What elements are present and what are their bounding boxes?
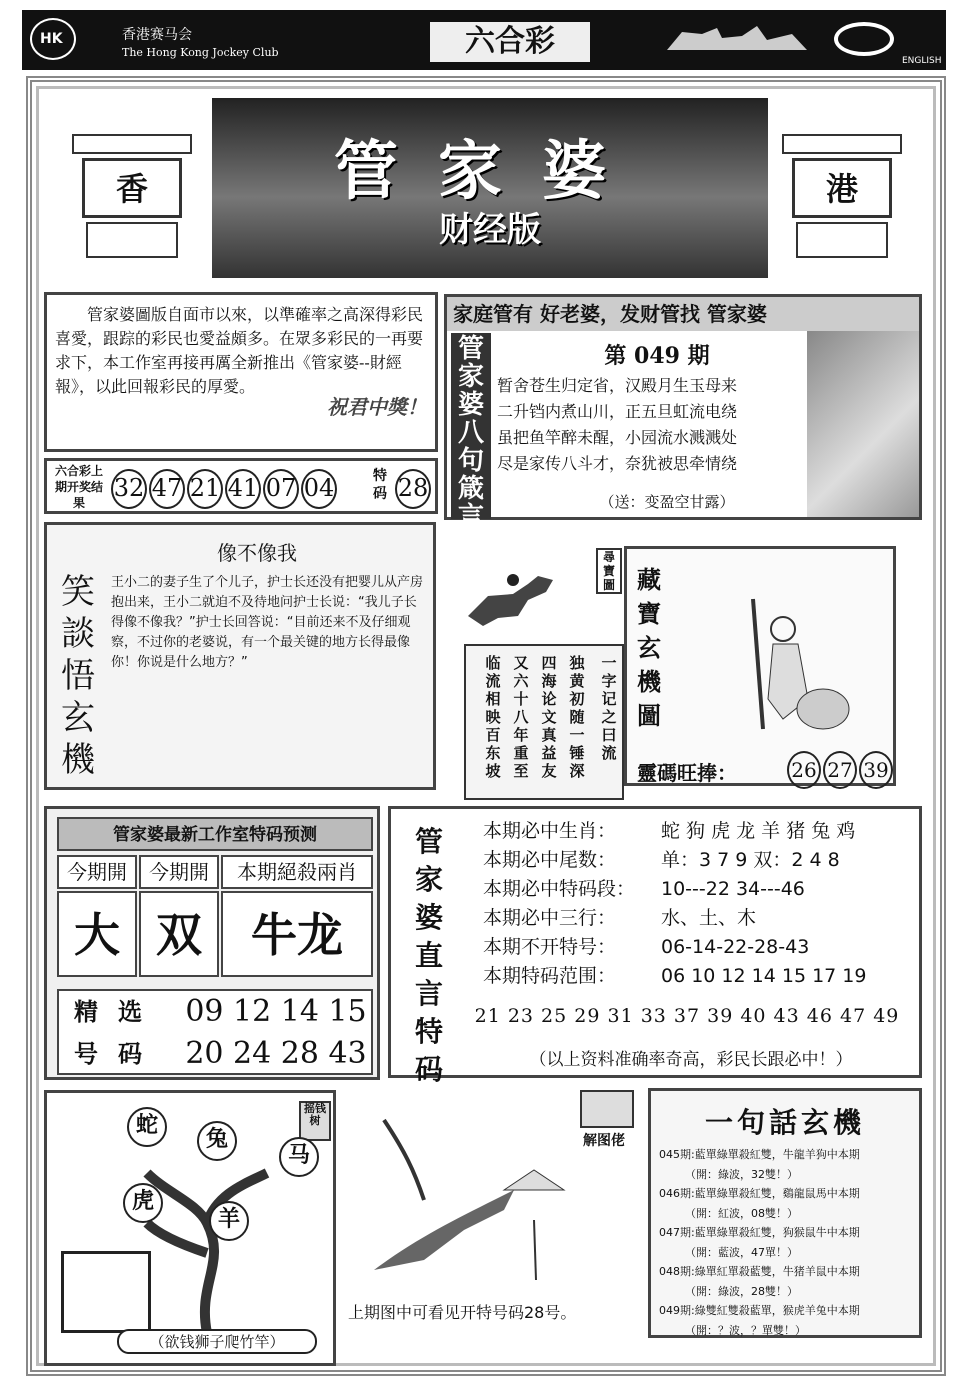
last-draw-label: 六合彩上期开奖结果 <box>54 464 103 510</box>
oneline-answer: （開：綠波，28雙！） <box>685 1284 798 1298</box>
jockey-horse-icon <box>458 566 568 636</box>
tip-key: 本期必中生肖： <box>483 820 617 842</box>
draw-ball: 47 <box>149 469 185 509</box>
tips-vertical-title: 管家婆直言特码 <box>414 825 443 1086</box>
zodiac-ball: 马 <box>279 1137 319 1177</box>
poem-vertical-title: 管家婆八句箴言 <box>451 333 491 519</box>
riddle-column: 四海论文真益友 <box>541 654 557 780</box>
banner-title: 管家婆 <box>334 134 646 209</box>
scholar-illustration <box>723 589 853 739</box>
poem-line: 暂舍苍生归定省，汉殿月生玉母来 <box>497 376 738 395</box>
page-title: 六合彩 <box>430 22 590 62</box>
oneline-answer: （開：藍波，47單！） <box>685 1245 798 1259</box>
draw-ball: 32 <box>111 469 147 509</box>
tree-caption: （欲钱狮子爬竹竿） <box>117 1329 317 1354</box>
tip-value: 蛇 狗 虎 龙 羊 猪 兔 鸡 <box>661 820 856 842</box>
money-tree-box <box>44 1090 336 1366</box>
puzzle-section <box>344 1090 640 1326</box>
selected-row: 20 24 28 43 <box>185 1036 367 1071</box>
tip-key: 本期必中尾数： <box>483 849 617 871</box>
lucky-numbers <box>637 757 889 786</box>
issue-number: 第 049 期 <box>604 343 710 369</box>
tip-row <box>483 904 913 933</box>
odd-even-value: 双 <box>139 891 219 977</box>
joke-body: 王小二的妻子生了个儿子，护士长还没有把婴儿从产房抱出来，王小二就迫不及待地问护士长说：“我儿子长得像不像我？”护士长回答说：“目前还来不及仔细观察，不过你的老婆说，有一个最关键的地方长得最像你！你说是什么地方？” <box>111 575 424 670</box>
tip-value: 水、土、木 <box>661 907 757 929</box>
title-banner <box>212 98 768 278</box>
riddle-column: 一字记之曰流 <box>601 654 617 762</box>
zodiac-ball: 兔 <box>197 1121 237 1161</box>
zodiac-ball: 虎 <box>123 1183 163 1223</box>
selected-label: 号码 <box>74 1039 162 1068</box>
tip-key: 本期特码范围： <box>483 965 617 987</box>
oneline-entry: 048期:綠單紅單殺藍雙，牛猪羊鼠中本期 <box>659 1265 860 1278</box>
tip-row <box>483 875 913 904</box>
tip-key: 本期必中三行： <box>483 907 617 929</box>
tip-row <box>483 933 913 962</box>
tip-value: 单：3 7 9 双：2 4 8 <box>661 849 840 871</box>
english-link[interactable]: ENGLISH <box>902 56 942 66</box>
poem-line: 虽把鱼竿醉未醒，小园流水溅溅处 <box>497 428 738 447</box>
lantern-roof <box>782 134 902 154</box>
lottery-logo <box>834 22 894 56</box>
jockey-club-logo: HK <box>30 18 76 60</box>
right-sign: 港 <box>792 158 892 218</box>
oneline-answer: （開：綠波，32雙！） <box>685 1167 798 1181</box>
selected-numbers <box>57 989 373 1075</box>
draw-ball: 07 <box>263 469 299 509</box>
joke-label: 笑談悟玄機 <box>61 572 95 780</box>
joke-box <box>44 522 436 790</box>
right-lantern <box>772 104 912 274</box>
poem-box <box>444 294 922 532</box>
poem-lines <box>497 373 837 477</box>
lantern-base <box>86 222 178 258</box>
col-header: 今期開 <box>57 855 137 889</box>
blank-square <box>61 1251 151 1333</box>
puzzle-caption: 上期图中可看见开特号码28号。 <box>348 1303 577 1322</box>
club-name-en: The Hong Kong Jockey Club <box>122 46 279 59</box>
zodiac-ball: 羊 <box>209 1201 249 1241</box>
oneline-entry: 046期:藍單綠單殺紅雙，鷄龍鼠馬中本期 <box>659 1187 860 1200</box>
horses-icon <box>662 20 812 60</box>
lucky-ball: 27 <box>823 751 857 789</box>
tips-rows <box>483 817 913 991</box>
treasure-section <box>448 540 896 798</box>
left-sign: 香 <box>82 158 182 218</box>
intro-text: 管家婆圖版自面市以來，以準確率之高深得彩民喜愛，跟踪的彩民也愛益頗多。在眾多彩民的一再要求下，本工作室再接再厲全新推出《管家婆--財經報》，以此回報彩民的厚愛。 <box>55 305 424 396</box>
oneline-box <box>648 1088 922 1338</box>
oneline-entry: 047期:藍單綠單殺紅雙，狗猴鼠牛中本期 <box>659 1226 860 1239</box>
oneline-title: 一句話玄機 <box>704 1106 865 1139</box>
crocodile-illustration <box>364 1110 584 1290</box>
banner-subtitle: 财经版 <box>439 210 541 250</box>
special-label: 特码 <box>373 468 387 502</box>
joke-title: 像不像我 <box>217 541 297 565</box>
prediction-box <box>44 806 380 1080</box>
tip-row <box>483 846 913 875</box>
intro-wish: 祝君中獎！ <box>327 395 427 419</box>
riddle-column: 独黄初随一锤深 <box>569 654 585 780</box>
draw-ball: 21 <box>187 469 223 509</box>
kill-zodiac-value: 牛龙 <box>221 891 373 977</box>
draw-ball: 04 <box>301 469 337 509</box>
oneline-entry: 045期:藍單綠單殺紅雙，牛龍羊狗中本期 <box>659 1148 860 1161</box>
lucky-label: 靈碼旺捧： <box>637 761 737 785</box>
tip-key: 本期不开特号： <box>483 936 617 958</box>
puzzle-tag: 解图佬 <box>583 1133 625 1149</box>
prediction-header: 管家婆最新工作室特码预测 <box>57 817 373 851</box>
poem-header: 家庭管有 好老婆，发财管找 管家婆 <box>447 297 919 331</box>
selected-label: 精选 <box>74 997 162 1026</box>
oneline-entry: 049期:綠雙紅雙殺藍單，猴虎羊兔中本期 <box>659 1304 860 1317</box>
treasure-title: 藏寶玄機圖 <box>637 565 661 730</box>
zodiac-ball: 蛇 <box>127 1107 167 1147</box>
intro-box <box>44 292 438 452</box>
money-tree-tag: 摇钱树 <box>299 1101 331 1141</box>
treasure-tag: 尋寶圖 <box>596 548 622 594</box>
header-bar <box>22 10 946 70</box>
oneline-list <box>659 1145 919 1340</box>
tip-row <box>483 962 913 991</box>
oneline-answer: （開：？波，？單雙！） <box>685 1323 806 1337</box>
oneline-answer: （開：紅波，08雙！） <box>685 1206 798 1220</box>
selected-row: 09 12 14 15 <box>185 994 367 1029</box>
special-numbers: 21 23 25 29 31 33 37 39 40 43 46 47 49 <box>474 1005 900 1027</box>
last-draw-box <box>44 458 438 514</box>
tip-key: 本期必中特码段： <box>483 878 636 900</box>
col-header: 今期開 <box>139 855 219 889</box>
lantern-base <box>796 222 888 258</box>
big-small-value: 大 <box>57 891 137 977</box>
treasure-pane <box>624 546 896 786</box>
riddle-column: 临流相映百东坡 <box>485 654 501 780</box>
lucky-ball: 26 <box>787 751 821 789</box>
tip-row <box>483 817 913 846</box>
poem-note: （送：变盈空甘露） <box>599 493 735 511</box>
poem-line: 二升铛内煮山川，正五旦虹流电绕 <box>497 402 738 421</box>
riddle-column: 又六十八年重至 <box>513 654 529 780</box>
club-name-cn: 香港赛马会 <box>122 27 192 43</box>
left-lantern <box>62 104 202 274</box>
tip-value: 06 10 12 14 15 17 19 <box>661 965 867 987</box>
col-header: 本期絕殺兩肖 <box>221 855 373 889</box>
tips-box <box>388 806 922 1086</box>
lantern-roof <box>72 134 192 154</box>
poem-line: 尽是家传八斗才，奈犹被思牵情绕 <box>497 454 738 473</box>
tip-value: 10---22 34---46 <box>661 878 805 900</box>
puzzle-icon <box>580 1090 634 1128</box>
draw-ball: 41 <box>225 469 261 509</box>
special-ball: 28 <box>395 469 431 509</box>
tip-value: 06-14-22-28-43 <box>661 936 810 958</box>
riddle-scroll <box>464 644 624 800</box>
tips-note: （以上资料准确率奇高，彩民长跟必中！） <box>529 1050 853 1070</box>
lucky-ball: 39 <box>859 751 893 789</box>
